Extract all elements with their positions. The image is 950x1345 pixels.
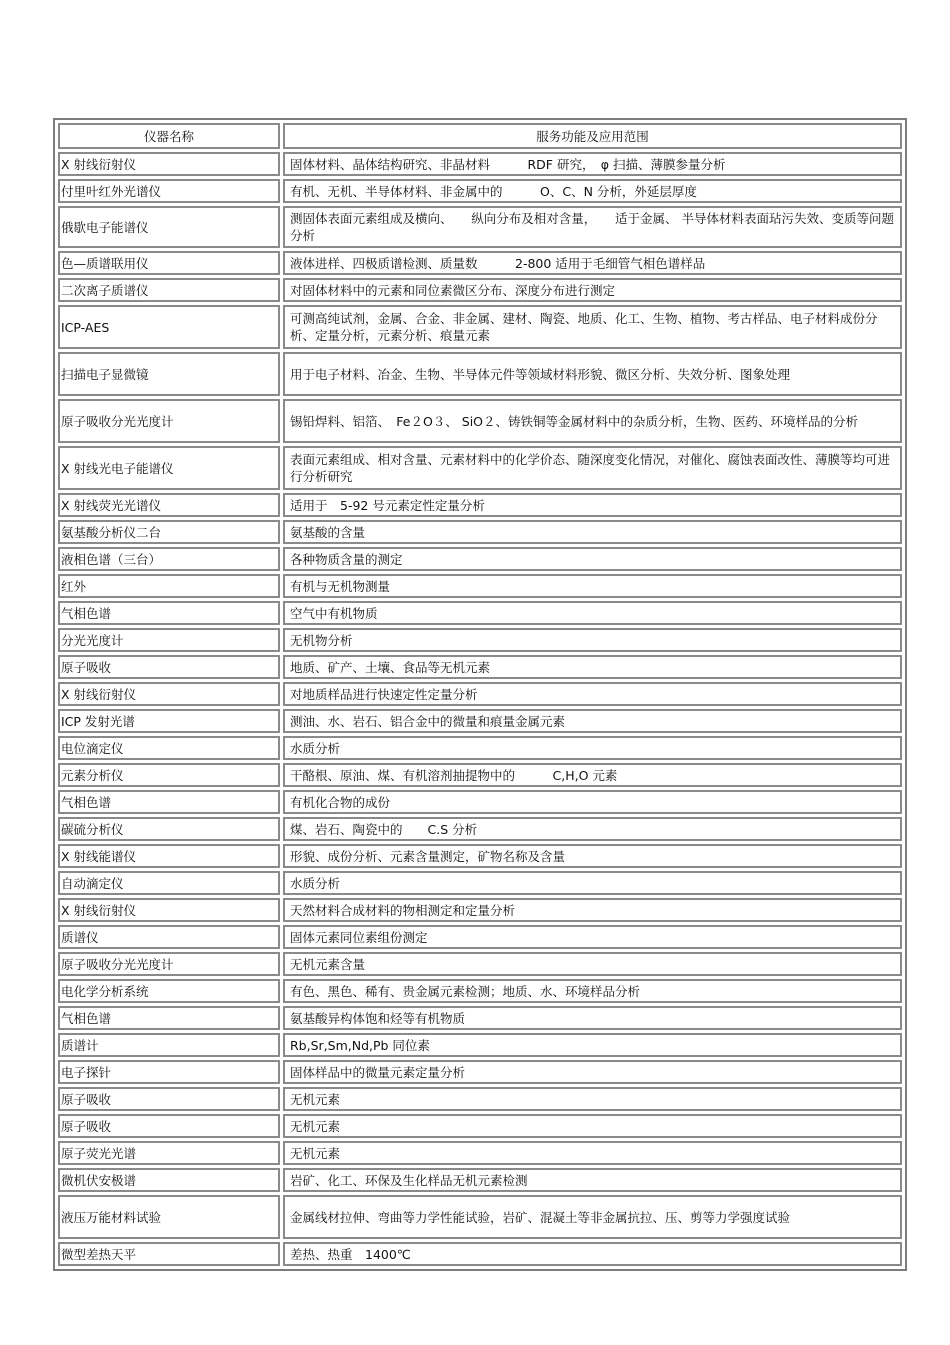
service-scope-cell: 无机元素含量 xyxy=(283,952,902,976)
instrument-name-cell: 原子吸收 xyxy=(58,655,280,679)
instrument-table xyxy=(53,118,907,1271)
instrument-name-cell: X 射线荧光光谱仪 xyxy=(58,493,280,517)
table-row xyxy=(58,251,902,275)
service-scope-cell: 有色、黑色、稀有、贵金属元素检测；地质、水、环境样品分析 xyxy=(283,979,902,1003)
instrument-name-cell: X 射线衍射仪 xyxy=(58,152,280,176)
table-row xyxy=(58,1006,902,1030)
service-scope-cell: 有机化合物的成份 xyxy=(283,790,902,814)
instrument-name-cell: X 射线光电子能谱仪 xyxy=(58,446,280,490)
instrument-name-cell: 碳硫分析仪 xyxy=(58,817,280,841)
service-scope-cell: 天然材料合成材料的物相测定和定量分析 xyxy=(283,898,902,922)
header-instrument-name: 仪器名称 xyxy=(58,123,280,149)
service-scope-cell: 用于电子材料、冶金、生物、半导体元件等领域材料形貌、微区分析、失效分析、图象处理 xyxy=(283,352,902,396)
instrument-name-cell: X 射线能谱仪 xyxy=(58,844,280,868)
table-row xyxy=(58,1087,902,1111)
instrument-name-cell: 原子吸收分光光度计 xyxy=(58,952,280,976)
service-scope-cell: 无机元素 xyxy=(283,1087,902,1111)
table-row xyxy=(58,1195,902,1239)
instrument-name-cell: 扫描电子显微镜 xyxy=(58,352,280,396)
table-row xyxy=(58,790,902,814)
table-row xyxy=(58,1114,902,1138)
table-row xyxy=(58,520,902,544)
table-row xyxy=(58,817,902,841)
instrument-name-cell: 气相色谱 xyxy=(58,601,280,625)
service-scope-cell: 表面元素组成、相对含量、元素材料中的化学价态、随深度变化情况，对催化、腐蚀表面改性、薄膜等均可进行分析研究 xyxy=(283,446,902,490)
service-scope-cell: 对地质样品进行快速定性定量分析 xyxy=(283,682,902,706)
instrument-name-cell: 液相色谱（三台） xyxy=(58,547,280,571)
instrument-name-cell: 电位滴定仪 xyxy=(58,736,280,760)
service-scope-cell: 固体元素同位素组份测定 xyxy=(283,925,902,949)
table-row xyxy=(58,1141,902,1165)
service-scope-cell: 氨基酸的含量 xyxy=(283,520,902,544)
service-scope-cell: 各种物质含量的测定 xyxy=(283,547,902,571)
service-scope-cell: 煤、岩石、陶瓷中的 C.S 分析 xyxy=(283,817,902,841)
table-row xyxy=(58,206,902,248)
table-row xyxy=(58,844,902,868)
instrument-name-cell: 元素分析仪 xyxy=(58,763,280,787)
service-scope-cell: 有机与无机物测量 xyxy=(283,574,902,598)
service-scope-cell: 固体材料、晶体结构研究、非晶材料 RDF 研究， φ 扫描、薄膜参量分析 xyxy=(283,152,902,176)
instrument-name-cell: 微机伏安极谱 xyxy=(58,1168,280,1192)
table-row xyxy=(58,898,902,922)
table-row xyxy=(58,979,902,1003)
service-scope-cell: Rb,Sr,Sm,Nd,Pb 同位素 xyxy=(283,1033,902,1057)
service-scope-cell: 对固体材料中的元素和同位素微区分布、深度分布进行测定 xyxy=(283,278,902,302)
instrument-name-cell: 氨基酸分析仪二台 xyxy=(58,520,280,544)
table-row xyxy=(58,399,902,443)
table-row xyxy=(58,1033,902,1057)
instrument-name-cell: X 射线衍射仪 xyxy=(58,682,280,706)
header-service-scope: 服务功能及应用范围 xyxy=(283,123,902,149)
service-scope-cell: 水质分析 xyxy=(283,871,902,895)
service-scope-cell: 测油、水、岩石、铝合金中的微量和痕量金属元素 xyxy=(283,709,902,733)
table-row xyxy=(58,547,902,571)
instrument-name-cell: 分光光度计 xyxy=(58,628,280,652)
service-scope-cell: 无机物分析 xyxy=(283,628,902,652)
instrument-name-cell: 原子荧光光谱 xyxy=(58,1141,280,1165)
table-row xyxy=(58,682,902,706)
instrument-name-cell: 原子吸收 xyxy=(58,1087,280,1111)
service-scope-cell: 干酪根、原油、煤、有机溶剂抽提物中的 C,H,O 元素 xyxy=(283,763,902,787)
service-scope-cell: 可测高纯试剂，金属、合金、非金属、建材、陶瓷、地质、化工、生物、植物、考古样品、电子材料成份分析、定量分析，元素分析、痕量元素 xyxy=(283,305,902,349)
instrument-name-cell: ICP-AES xyxy=(58,305,280,349)
service-scope-cell: 岩矿、化工、环保及生化样品无机元素检测 xyxy=(283,1168,902,1192)
instrument-name-cell: 色—质谱联用仪 xyxy=(58,251,280,275)
table-row xyxy=(58,628,902,652)
table-row xyxy=(58,446,902,490)
table-row xyxy=(58,1060,902,1084)
service-scope-cell: 无机元素 xyxy=(283,1141,902,1165)
instrument-name-cell: 微型差热天平 xyxy=(58,1242,280,1266)
table-row xyxy=(58,352,902,396)
service-scope-cell: 锡铅焊料、铝箔、 Fe２O３、 SiO２、铸铁铜等金属材料中的杂质分析，生物、医药、环境样品的分析 xyxy=(283,399,902,443)
instrument-name-cell: 付里叶红外光谱仪 xyxy=(58,179,280,203)
table-row xyxy=(58,179,902,203)
service-scope-cell: 氨基酸异构体饱和烃等有机物质 xyxy=(283,1006,902,1030)
instrument-name-cell: 质谱仪 xyxy=(58,925,280,949)
instrument-name-cell: 原子吸收分光光度计 xyxy=(58,399,280,443)
instrument-name-cell: 俄歇电子能谱仪 xyxy=(58,206,280,248)
instrument-name-cell: 质谱计 xyxy=(58,1033,280,1057)
instrument-name-cell: 电化学分析系统 xyxy=(58,979,280,1003)
service-scope-cell: 差热、热重 1400℃ xyxy=(283,1242,902,1266)
table-row xyxy=(58,871,902,895)
table-row xyxy=(58,709,902,733)
table-row xyxy=(58,493,902,517)
instrument-name-cell: 气相色谱 xyxy=(58,790,280,814)
instrument-name-cell: 二次离子质谱仪 xyxy=(58,278,280,302)
table-row xyxy=(58,278,902,302)
table-row xyxy=(58,574,902,598)
table-row xyxy=(58,601,902,625)
table-row xyxy=(58,1242,902,1266)
table-header-row xyxy=(58,123,902,149)
table-row xyxy=(58,1168,902,1192)
service-scope-cell: 无机元素 xyxy=(283,1114,902,1138)
service-scope-cell: 固体样品中的微量元素定量分析 xyxy=(283,1060,902,1084)
instrument-name-cell: 气相色谱 xyxy=(58,1006,280,1030)
instrument-name-cell: 电子探针 xyxy=(58,1060,280,1084)
table-row xyxy=(58,305,902,349)
service-scope-cell: 地质、矿产、土壤、食品等无机元素 xyxy=(283,655,902,679)
instrument-name-cell: 液压万能材料试验 xyxy=(58,1195,280,1239)
table-body xyxy=(58,152,902,1266)
service-scope-cell: 适用于 5-92 号元素定性定量分析 xyxy=(283,493,902,517)
instrument-name-cell: 自动滴定仪 xyxy=(58,871,280,895)
table-row xyxy=(58,655,902,679)
instrument-name-cell: 原子吸收 xyxy=(58,1114,280,1138)
table-row xyxy=(58,952,902,976)
table-row xyxy=(58,736,902,760)
service-scope-cell: 形貌、成份分析、元素含量测定，矿物名称及含量 xyxy=(283,844,902,868)
table-row xyxy=(58,152,902,176)
table-row xyxy=(58,925,902,949)
instrument-name-cell: ICP 发射光谱 xyxy=(58,709,280,733)
service-scope-cell: 有机、无机、半导体材料、非金属中的 O、C、N 分析，外延层厚度 xyxy=(283,179,902,203)
service-scope-cell: 空气中有机物质 xyxy=(283,601,902,625)
service-scope-cell: 水质分析 xyxy=(283,736,902,760)
service-scope-cell: 液体进样、四极质谱检测、质量数 2-800 适用于毛细管气相色谱样品 xyxy=(283,251,902,275)
table-row xyxy=(58,763,902,787)
instrument-name-cell: 红外 xyxy=(58,574,280,598)
instrument-name-cell: X 射线衍射仪 xyxy=(58,898,280,922)
service-scope-cell: 金属线材拉伸、弯曲等力学性能试验，岩矿、混凝土等非金属抗拉、压、剪等力学强度试验 xyxy=(283,1195,902,1239)
service-scope-cell: 测固体表面元素组成及横向、 纵向分布及相对含量， 适于金属、 半导体材料表面玷污失效、变质等问题分析 xyxy=(283,206,902,248)
